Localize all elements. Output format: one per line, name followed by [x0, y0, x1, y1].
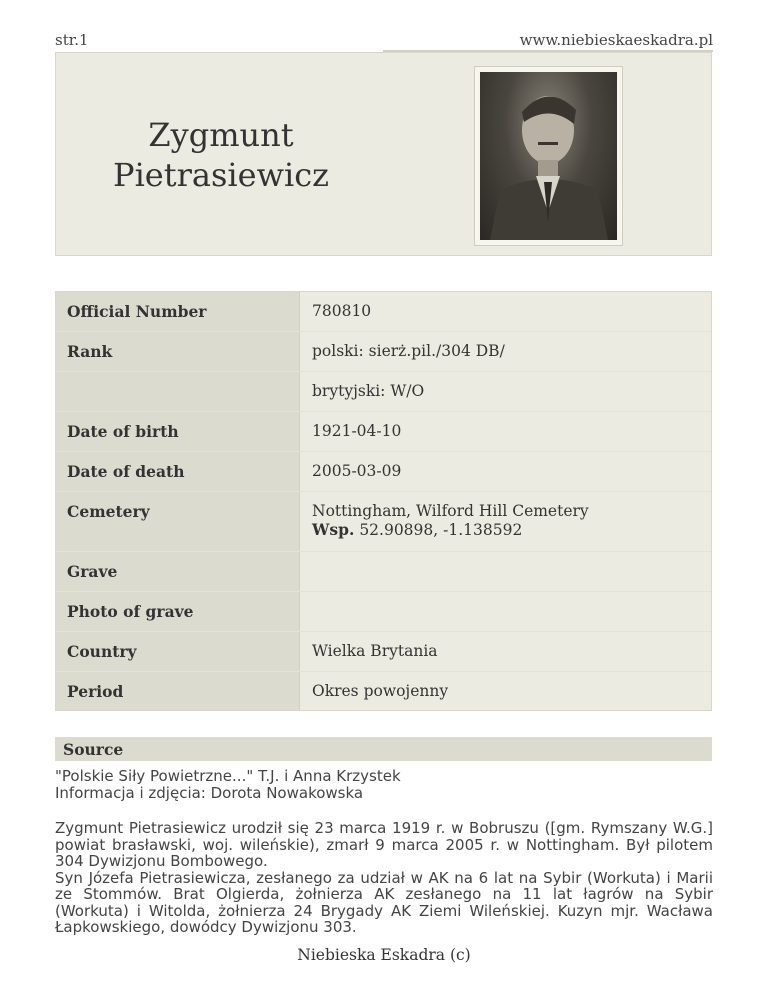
dob-value: 1921-04-10 [299, 412, 711, 451]
rank-british-value: brytyjski: W/O [299, 372, 711, 411]
portrait-photo[interactable] [480, 72, 617, 240]
portrait-frame [474, 66, 623, 246]
period-label: Period [56, 672, 299, 710]
rank-polish-value: polski: sierż.pil./304 DB/ [299, 332, 711, 371]
photo-of-grave-label: Photo of grave [56, 592, 299, 631]
table-row [56, 292, 711, 331]
biography-paragraph-2: Syn Józefa Pietrasiewicza, zesłanego za udział w AK na 6 lat na Sybir (Workuta) i Marii ze Stommów. Brat Olgierda, żołnierza AK zesłanego na 11 lat łagrów na Sybir (Workuta) i Witolda, żołnierza 24 Brygady AK Ziemi Wileńskiej. Kuzyn mjr. Wacława Łapkowskiego, dowódcy Dywizjonu 303. [55, 868, 713, 936]
table-row [56, 591, 711, 631]
dod-value: 2005-03-09 [299, 452, 711, 491]
photo-of-grave-value [299, 592, 711, 631]
rank-label-continued [56, 372, 299, 411]
footer-copyright: Niebieska Eskadra (c) [297, 946, 471, 964]
cemetery-label: Cemetery [56, 492, 299, 551]
grave-value [299, 552, 711, 591]
source-line-2: Informacja i zdjęcia: Dorota Nowakowska [55, 784, 364, 802]
details-table [55, 291, 712, 711]
table-row [56, 491, 711, 551]
grave-label: Grave [56, 552, 299, 591]
source-heading: Source [55, 737, 712, 761]
cemetery-name: Nottingham, Wilford Hill Cemetery [312, 502, 589, 520]
table-row [56, 371, 711, 411]
profile-header [55, 52, 712, 256]
dob-label: Date of birth [56, 412, 299, 451]
cemetery-value [299, 492, 711, 551]
official-number-value: 780810 [299, 292, 711, 331]
biography [55, 820, 713, 936]
dod-label: Date of death [56, 452, 299, 491]
biography-paragraph-1: Zygmunt Pietrasiewicz urodził się 23 marca 1919 r. w Bobruszu ([gm. Rymszany W.G.] powiat brasławski, woj. wileńskie), zmarł 9 marca 2005 r. w Nottingham. Był pilotem 304 Dywizjonu Bombowego. [55, 819, 713, 870]
source-line-1: "Polskie Siły Powietrzne..." T.J. i Anna Krzystek [55, 767, 401, 785]
table-row [56, 331, 711, 371]
country-value: Wielka Brytania [299, 632, 711, 671]
cemetery-coords [312, 520, 711, 539]
coords-value: 52.90898, -1.138592 [359, 521, 523, 539]
site-url[interactable]: www.niebieskaeskadra.pl [519, 31, 713, 49]
table-row [56, 451, 711, 491]
table-row [56, 671, 711, 710]
person-name: Zygmunt Pietrasiewicz [113, 116, 329, 194]
period-value: Okres powojenny [299, 672, 711, 710]
source-text [55, 768, 715, 802]
coords-label: Wsp. [312, 520, 355, 539]
table-row [56, 551, 711, 591]
country-label: Country [56, 632, 299, 671]
table-row [56, 631, 711, 671]
official-number-label: Official Number [56, 292, 299, 331]
rank-label: Rank [56, 332, 299, 371]
page-number: str.1 [55, 31, 89, 49]
table-row [56, 411, 711, 451]
